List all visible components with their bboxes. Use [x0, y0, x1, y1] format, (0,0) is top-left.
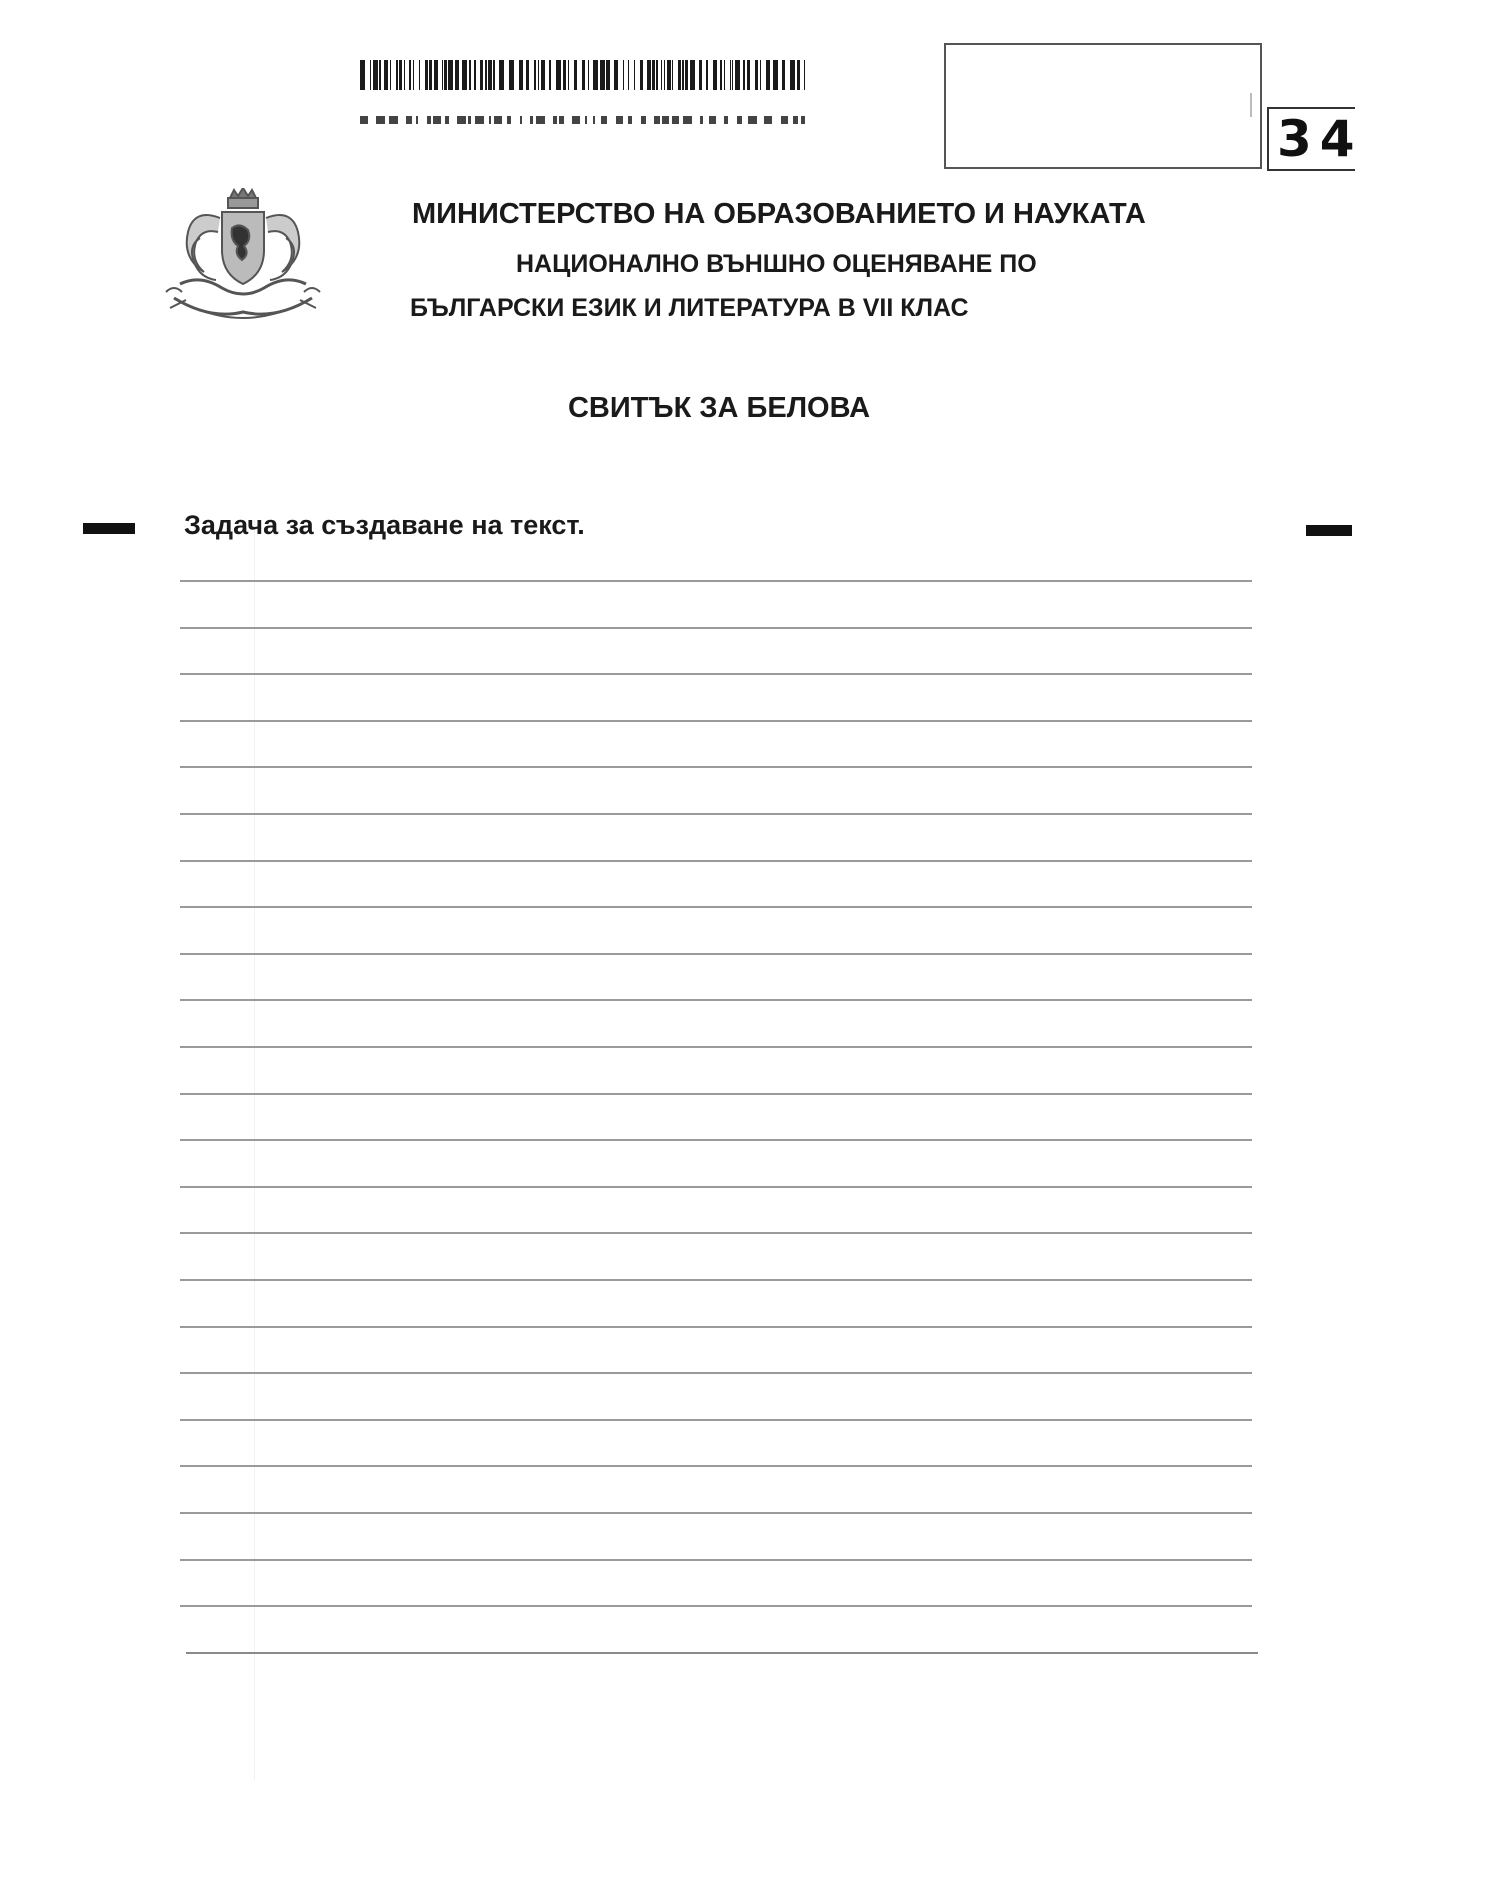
page-number: 34	[1267, 107, 1355, 171]
barcode-bar	[781, 116, 788, 124]
task-label: Задача за създаване на текст.	[184, 510, 585, 540]
barcode-gap	[564, 116, 572, 124]
barcode-gap	[646, 116, 654, 124]
writing-line	[186, 1652, 1258, 1654]
barcode-gap	[728, 116, 737, 124]
barcode-bar	[536, 116, 545, 124]
writing-line	[180, 813, 1252, 815]
ministry-title: МИНИСТЕРСТВО НА ОБРАЗОВАНИЕТО И НАУКАТА	[412, 198, 1146, 230]
writing-line	[180, 1559, 1252, 1561]
barcode-gap	[545, 116, 553, 124]
writing-line	[180, 1279, 1252, 1281]
barcode-bar	[683, 116, 692, 124]
barcode-bar	[457, 116, 466, 124]
writing-line	[180, 1605, 1252, 1607]
barcode-bar	[389, 116, 398, 124]
barcode-bar	[376, 116, 385, 124]
alignment-marker-left	[83, 523, 135, 534]
barcode-bar	[494, 116, 502, 124]
barcode-gap	[632, 116, 641, 124]
barcode-bar	[801, 116, 805, 124]
writing-line	[180, 1139, 1252, 1141]
barcode-bar	[764, 116, 772, 124]
barcode-gap	[511, 116, 520, 124]
writing-line	[180, 1186, 1252, 1188]
barcode-gap	[418, 116, 427, 124]
student-code-box	[944, 43, 1262, 169]
barcode-gap	[449, 116, 457, 124]
writing-line	[180, 580, 1252, 582]
page-crease	[254, 520, 255, 1780]
writing-line	[180, 1326, 1252, 1328]
writing-line	[180, 720, 1252, 722]
writing-line	[180, 999, 1252, 1001]
barcode-bar	[360, 116, 368, 124]
barcode-digits-strip	[360, 116, 805, 124]
exam-title-line-2: БЪЛГАРСКИ ЕЗИК И ЛИТЕРАТУРА В VII КЛАС	[410, 294, 969, 322]
barcode-gap	[398, 116, 406, 124]
barcode-gap	[522, 116, 530, 124]
barcode-gap	[716, 116, 724, 124]
writing-line	[180, 953, 1252, 955]
barcode-bar	[616, 116, 623, 124]
alignment-marker-right	[1306, 525, 1352, 536]
barcode-gap	[607, 116, 616, 124]
barcode-gap	[692, 116, 700, 124]
writing-line	[180, 860, 1252, 862]
barcode-bar	[572, 116, 580, 124]
barcode-bar	[804, 60, 805, 90]
barcode-gap	[368, 116, 376, 124]
writing-line	[180, 673, 1252, 675]
writing-line	[180, 627, 1252, 629]
writing-line	[180, 1465, 1252, 1467]
writing-line	[180, 766, 1252, 768]
writing-line	[180, 1372, 1252, 1374]
barcode-gap	[757, 116, 764, 124]
barcode-gap	[772, 116, 781, 124]
writing-line	[180, 1419, 1252, 1421]
writing-line	[180, 906, 1252, 908]
sheet-title: СВИТЪК ЗА БЕЛОВА	[567, 392, 871, 424]
barcode-bar	[662, 116, 669, 124]
barcode-bar	[433, 116, 441, 124]
barcode-bar	[672, 116, 679, 124]
barcode-bar	[709, 116, 716, 124]
writing-line	[180, 1512, 1252, 1514]
barcode-bar	[475, 116, 484, 124]
writing-line	[180, 1046, 1252, 1048]
exam-title-line-1: НАЦИОНАЛНО ВЪНШНО ОЦЕНЯВАНЕ ПО	[516, 250, 1037, 278]
barcode	[360, 60, 805, 90]
code-box-mark	[1250, 93, 1252, 117]
coat-of-arms-icon	[160, 188, 326, 330]
writing-line	[180, 1093, 1252, 1095]
barcode-bar	[748, 116, 757, 124]
writing-line	[180, 1232, 1252, 1234]
